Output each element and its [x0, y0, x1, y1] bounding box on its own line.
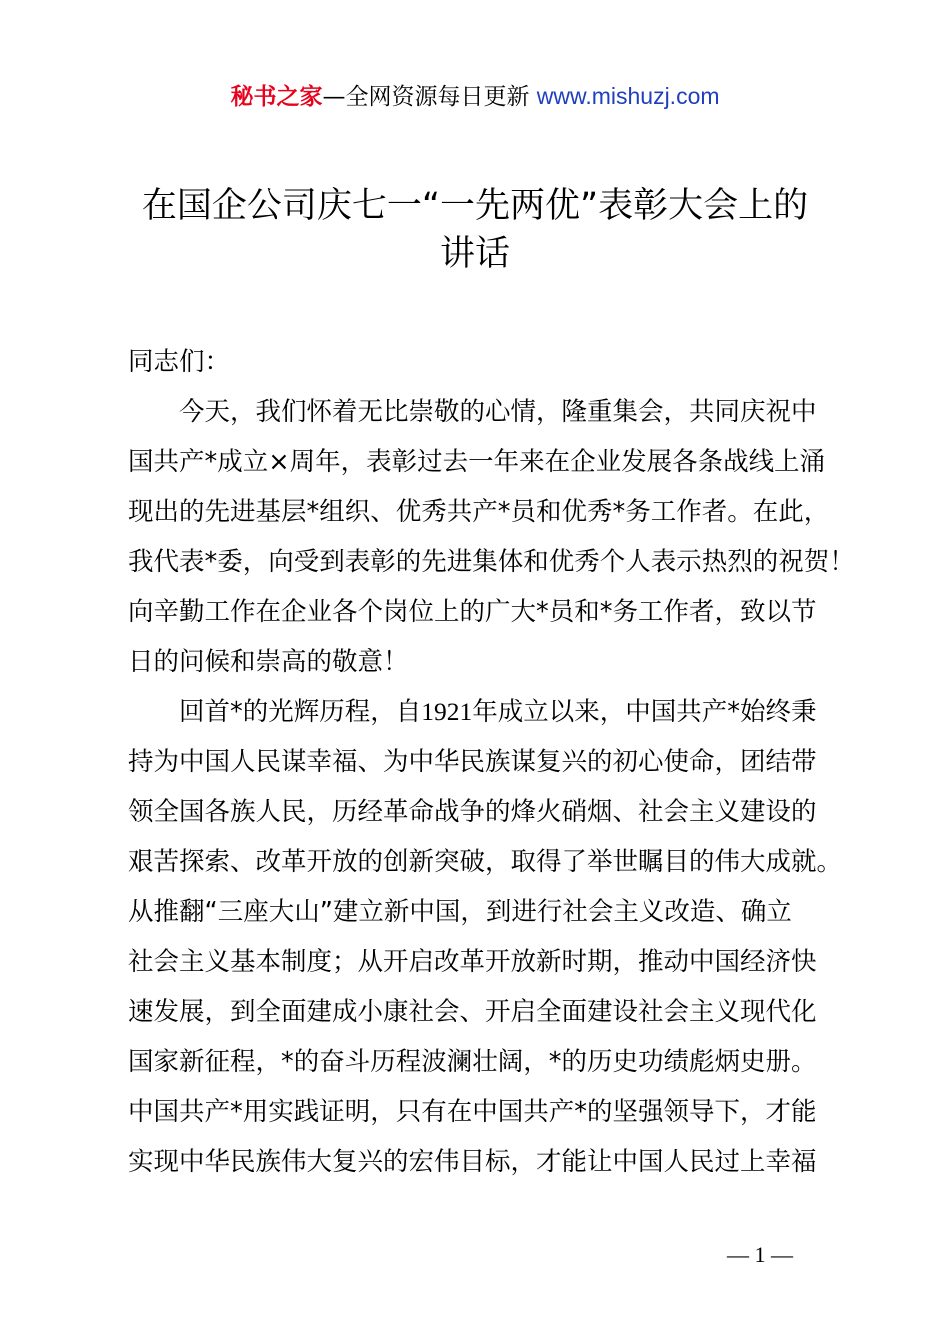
paragraph-1-line: 日的问候和崇高的敬意！	[128, 647, 409, 677]
paragraph-2-line: 持为中国人民谋幸福、为中华民族谋复兴的初心使命，团结带	[128, 747, 817, 777]
paragraph-2-line: 中国共产*用实践证明，只有在中国共产*的坚强领导下，才能	[128, 1097, 817, 1127]
paragraph-1-line: 我代表*委，向受到表彰的先进集体和优秀个人表示热烈的祝贺！	[128, 547, 855, 577]
paragraph-2-line-start: 回首*的光辉历程，自	[179, 697, 422, 727]
paragraph-1-line: 现出的先进基层*组织、优秀共产*员和优秀*务工作者。在此，	[128, 497, 830, 527]
paragraph-2-line: 从推翻“三座大山”建立新中国，到进行社会主义改造、确立	[128, 897, 792, 927]
paragraph-1-line: 国共产*成立×周年，表彰过去一年来在企业发展各条战线上涌	[128, 447, 826, 477]
site-header	[0, 80, 950, 113]
paragraph-1	[128, 387, 855, 687]
paragraph-2-line: 国家新征程，*的奋斗历程波澜壮阔，*的历史功绩彪炳史册。	[128, 1047, 817, 1077]
paragraph-1-line: 今天，我们怀着无比崇敬的心情，隆重集会，共同庆祝中	[179, 397, 817, 427]
title-line-1: 在国企公司庆七一“一先两优”表彰大会上的	[141, 186, 809, 226]
paragraph-2-line: 社会主义基本制度；从开启改革开放新时期，推动中国经济快	[128, 947, 817, 977]
page-number: — 1 —	[727, 1242, 793, 1267]
paragraph-2-line-end: 年成立以来，中国共产*始终秉	[472, 697, 817, 727]
site-url-link[interactable]: www.mishuzj.com	[536, 83, 720, 109]
brand-name: 秘书之家	[230, 84, 323, 110]
header-tagline: —全网资源每日更新	[322, 84, 537, 110]
paragraph-2-line: 领全国各族人民，历经革命战争的烽火硝烟、社会主义建设的	[128, 797, 817, 827]
paragraph-2-line: 速发展，到全面建成小康社会、开启全面建设社会主义现代化	[128, 997, 817, 1027]
paragraph-2-line: 艰苦探索、改革开放的创新突破，取得了举世瞩目的伟大成就。	[128, 847, 843, 877]
title-line-2: 讲话	[439, 234, 510, 274]
paragraph-1-line: 向辛勤工作在企业各个岗位上的广大*员和*务工作者，致以节	[128, 597, 817, 627]
document-body	[128, 337, 855, 1187]
paragraph-2-first-line	[128, 687, 848, 737]
document-title	[110, 182, 840, 278]
greeting: 同志们：	[128, 347, 231, 377]
paragraph-2	[128, 687, 848, 1187]
founding-year: 1921	[421, 697, 473, 726]
paragraph-2-line: 实现中华民族伟大复兴的宏伟目标，才能让中国人民过上幸福	[128, 1147, 817, 1177]
